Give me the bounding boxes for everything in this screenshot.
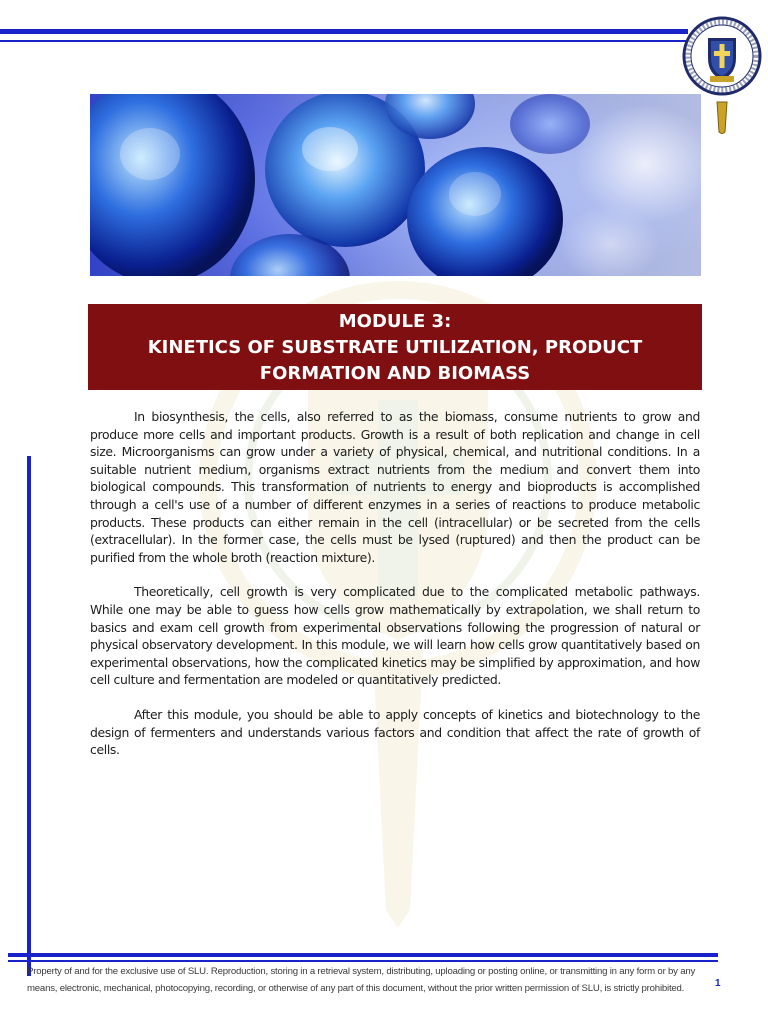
footer-rule-thin xyxy=(8,960,718,962)
paragraph: In biosynthesis, the cells, also referred to as the biomass, consume nutrients to grow and produce more cells and important products. Growth is a result of both replication and change in cell size. Microorganisms can grow under a variety of physical, chemical, and nutritional conditions. In a suitable nutrient medium, organisms extract nutrients from the medium and convert them into biological compounds. This transformation of nutrients to energy and bioproducts is accomplished through a cell's use of a number of different enzymes in a series of reactions to produce metabolic products. These products can either remain in the cell (intracellular) or be secreted from the cells (extracellular). In the former case, the cells must be lysed (ruptured) and then the product can be purified from the whole broth (reaction mixture). xyxy=(90,409,700,565)
hero-image xyxy=(90,94,701,276)
footer-rule-thick xyxy=(8,953,718,957)
copyright-line: Property of and for the exclusive use of SLU. Reproduction, storing in a retrieval system, distributing, uploading or posting online, or transmitting in any form or by any xyxy=(27,966,696,977)
module-title-band xyxy=(88,304,702,390)
header-rule-thick xyxy=(0,29,688,34)
paragraph: Theoretically, cell growth is very complicated due to the complicated metabolic pathways. While one may be able to guess how cells grow mathematically by extrapolation, we shall return to basics and exam cell growth from experimental observations following the progression of natural or physical observatory development. In this module, we will learn how cells grow quantitatively based on experimental observations, how the complicated kinetics may be simplified by approximation, and how cell culture and fermentation are modeled or quantitatively predicted. xyxy=(90,584,700,688)
module-title-line: KINETICS OF SUBSTRATE UTILIZATION, PRODUCT xyxy=(147,337,643,358)
copyright-notice xyxy=(27,963,712,997)
module-title-line: FORMATION AND BIOMASS xyxy=(259,363,531,384)
left-accent-bar xyxy=(27,456,31,976)
module-body xyxy=(90,408,700,776)
paragraph: After this module, you should be able to apply concepts of kinetics and biotechnology to the design of fermenters and understands various factors and condition that affect the rate of growth of cells. xyxy=(90,706,700,758)
module-number: MODULE 3: xyxy=(338,311,452,332)
page-number: 1 xyxy=(715,978,721,989)
copyright-line: means, electronic, mechanical, photocopying, recording, or otherwise of any part of this document, without the prior written permission of SLU, is strictly prohibited. xyxy=(27,983,685,994)
header-rule-thin xyxy=(0,40,688,42)
